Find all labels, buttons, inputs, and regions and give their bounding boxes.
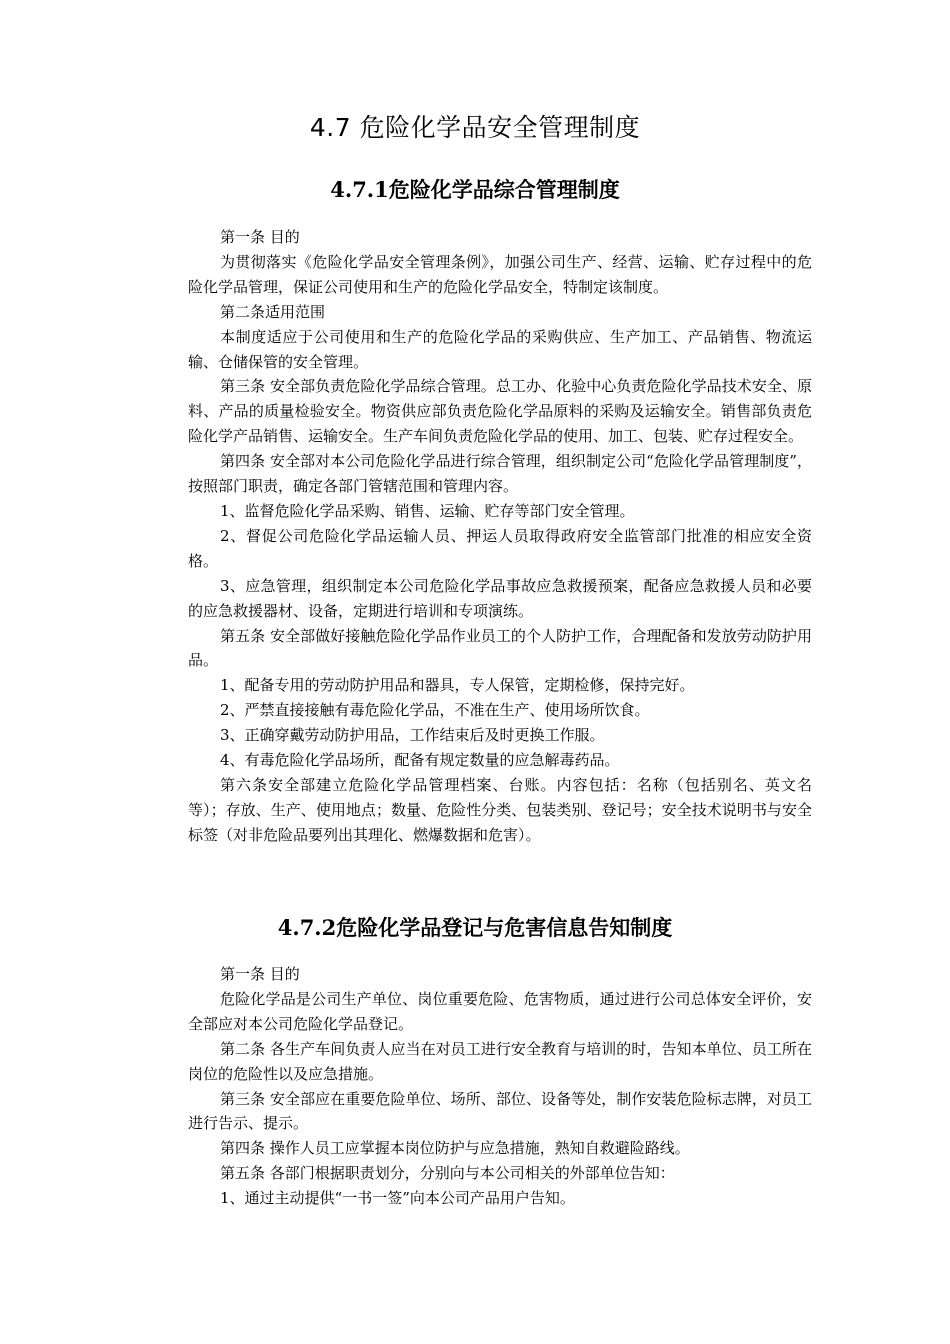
paragraph: 第五条 安全部做好接触危险化学品作业员工的个人防护工作，合理配备和发放劳动防护用品。 (188, 626, 812, 670)
paragraph: 第二条 各生产车间负责人应当在对员工进行安全教育与培训的时，告知本单位、员工所在岗位的危险性以及应急措施。 (188, 1039, 812, 1083)
paragraph: 2、督促公司危险化学品运输人员、押运人员取得政府安全监管部门批准的相应安全资格。 (188, 526, 812, 570)
paragraph: 第一条 目的 (220, 965, 300, 983)
paragraph: 1、通过主动提供“一书一签”向本公司产品用户告知。 (220, 1189, 575, 1208)
paragraph: 1、监督危险化学品采购、销售、运输、贮存等部门安全管理。 (220, 501, 635, 520)
paragraph: 第一条 目的 (220, 228, 300, 246)
paragraph: 第四条 安全部对本公司危险化学品进行综合管理，组织制定公司“危险化学品管理制度”，按照部门职责，确定各部门管辖范围和管理内容。 (188, 452, 812, 496)
paragraph: 2、严禁直接接触有毒危险化学品，不准在生产、使用场所饮食。 (220, 701, 650, 720)
paragraph: 第三条 安全部负责危险化学品综合管理。总工办、化验中心负责危险化学品技术安全、原料、产品的质量检验安全。物资供应部负责危险化学品原料的采购及运输安全。销售部负责危险化学产品销售、运输安全。生产车间负责危险化学品的使用、加工、包装、贮存过程安全。 (188, 377, 812, 446)
paragraph: 危险化学品是公司生产单位、岗位重要危险、危害物质，通过进行公司总体安全评价，安全部应对本公司危险化学品登记。 (188, 989, 812, 1033)
paragraph: 第四条 操作人员工应掌握本岗位防护与应急措施，熟知自救避险路线。 (220, 1139, 690, 1158)
paragraph: 1、配备专用的劳动防护用品和器具，专人保管，定期检修，保持完好。 (220, 676, 695, 695)
paragraph: 4、有毒危险化学品场所，配备有规定数量的应急解毒药品。 (220, 751, 620, 770)
section-1-title: 4.7.1危险化学品综合管理制度 (330, 177, 620, 202)
document-title: 4.7 危险化学品安全管理制度 (309, 113, 641, 142)
paragraph: 3、应急管理，组织制定本公司危险化学品事故应急救援预案，配备应急救援人员和必要的应急救援器材、设备，定期进行培训和专项演练。 (188, 576, 812, 620)
paragraph: 第三条 安全部应在重要危险单位、场所、部位、设备等处，制作安装危险标志牌，对员工进行告示、提示。 (188, 1089, 812, 1133)
paragraph: 3、正确穿戴劳动防护用品，工作结束后及时更换工作服。 (220, 726, 605, 745)
paragraph: 第二条适用范围 (220, 302, 326, 321)
section-2-title: 4.7.2危险化学品登记与危害信息告知制度 (277, 915, 673, 940)
section-2-body (188, 962, 812, 1211)
paragraph: 第六条安全部建立危险化学品管理档案、台账。内容包括：名称（包括别名、英文名等）；存放、生产、使用地点；数量、危险性分类、包装类别、登记号；安全技术说明书与安全标签（对非危险品要列出其理化、燃爆数据和危害）。 (188, 775, 812, 844)
paragraph: 本制度适应于公司使用和生产的危险化学品的采购供应、生产加工、产品销售、物流运输、仓储保管的安全管理。 (188, 327, 812, 371)
paragraph: 第五条 各部门根据职责划分，分别向与本公司相关的外部单位告知： (220, 1164, 675, 1183)
paragraph: 为贯彻落实《危险化学品安全管理条例》，加强公司生产、经营、运输、贮存过程中的危险化学品管理，保证公司使用和生产的危险化学品安全，特制定该制度。 (188, 252, 812, 296)
section-1-body (188, 225, 812, 848)
